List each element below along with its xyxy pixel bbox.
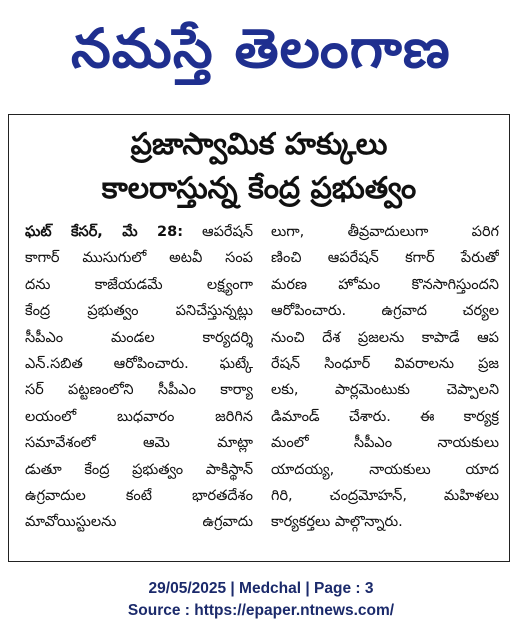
newspaper-masthead xyxy=(0,0,522,110)
masthead-title: నమస్తే తెలంగాణ xyxy=(71,16,451,80)
column-line: కార్యకర్తలు పాల్గొన్నారు. xyxy=(271,514,403,531)
column-line: కేంద్ర ప్రభుత్వం పనిచేస్తున్నట్లు xyxy=(25,303,253,320)
column-line: మంలో సీపీఎం నాయకులు xyxy=(271,435,499,452)
article-headline xyxy=(17,123,501,211)
column-line: యాదయ్య, నాయకులు యాద xyxy=(271,461,499,478)
column-line: కాగార్ ముసుగులో అటవీ సంప xyxy=(25,250,253,267)
headline-line-2: కాలరాస్తున్న కేంద్ర ప్రభుత్వం xyxy=(101,171,417,206)
column-line: లయంలో బుధవారం జరిగిన xyxy=(25,408,253,425)
column-line: సర్ పట్టణంలోని సీపీఎం కార్యా xyxy=(25,382,253,399)
column-line: లకు, పార్లమెంటుకు చెప్పాలని xyxy=(271,382,499,399)
column-line: నుంచి దేశ ప్రజలను కాపాడే ఆప xyxy=(271,329,499,346)
article-column-left xyxy=(25,219,253,536)
news-clipping xyxy=(8,114,510,562)
column-line: డిమాండ్ చేశారు. ఈ కార్యక్ర xyxy=(271,408,499,425)
column-line: ఎన్.సబిత ఆరోపించారు. ఘట్కే xyxy=(25,356,253,373)
column-line: సీపీఎం మండల కార్యదర్శి xyxy=(25,329,253,346)
footer-edition-info: 29/05/2025 | Medchal | Page : 3 xyxy=(148,580,374,597)
headline-line-1: ప్రజాస్వామిక హక్కులు xyxy=(130,127,388,162)
footer-source: Source : https://epaper.ntnews.com/ xyxy=(127,602,395,619)
column-line: మరణ హోమం కొనసాగిస్తుందని xyxy=(271,276,499,293)
column-line: దను కాజేయడమే లక్ష్యంగా xyxy=(25,276,253,293)
column-line: రేషన్ సింధూర్ వివరాలను ప్రజ xyxy=(271,356,499,373)
column-line-text: ఆపరేషన్ xyxy=(202,224,253,240)
column-line: డుతూ కేంద్ర ప్రభుత్వం పాకిస్థాన్ xyxy=(25,461,253,478)
column-line xyxy=(25,219,253,245)
column-line: సమావేశంలో ఆమె మాట్లా xyxy=(25,435,253,452)
column-line: ణించి ఆపరేషన్ కగార్ పేరుతో xyxy=(271,250,499,267)
column-line: గిరి, చంద్రమోహన్, మహిళలు xyxy=(271,488,499,505)
column-line: ఉగ్రవాదుల కంటే భారతదేశం xyxy=(25,488,253,505)
article-dateline: ఘట్ కేసర్, మే 28: xyxy=(25,224,183,240)
column-line: ఆరోపించారు. ఉగ్రవాద చర్యల xyxy=(271,303,499,320)
column-line: మావోయిస్టులను ఉగ్రవాదు xyxy=(25,514,253,531)
column-line: లుగా, తీవ్రవాదులుగా పరిగ xyxy=(271,224,499,240)
article-column-right xyxy=(271,219,499,536)
